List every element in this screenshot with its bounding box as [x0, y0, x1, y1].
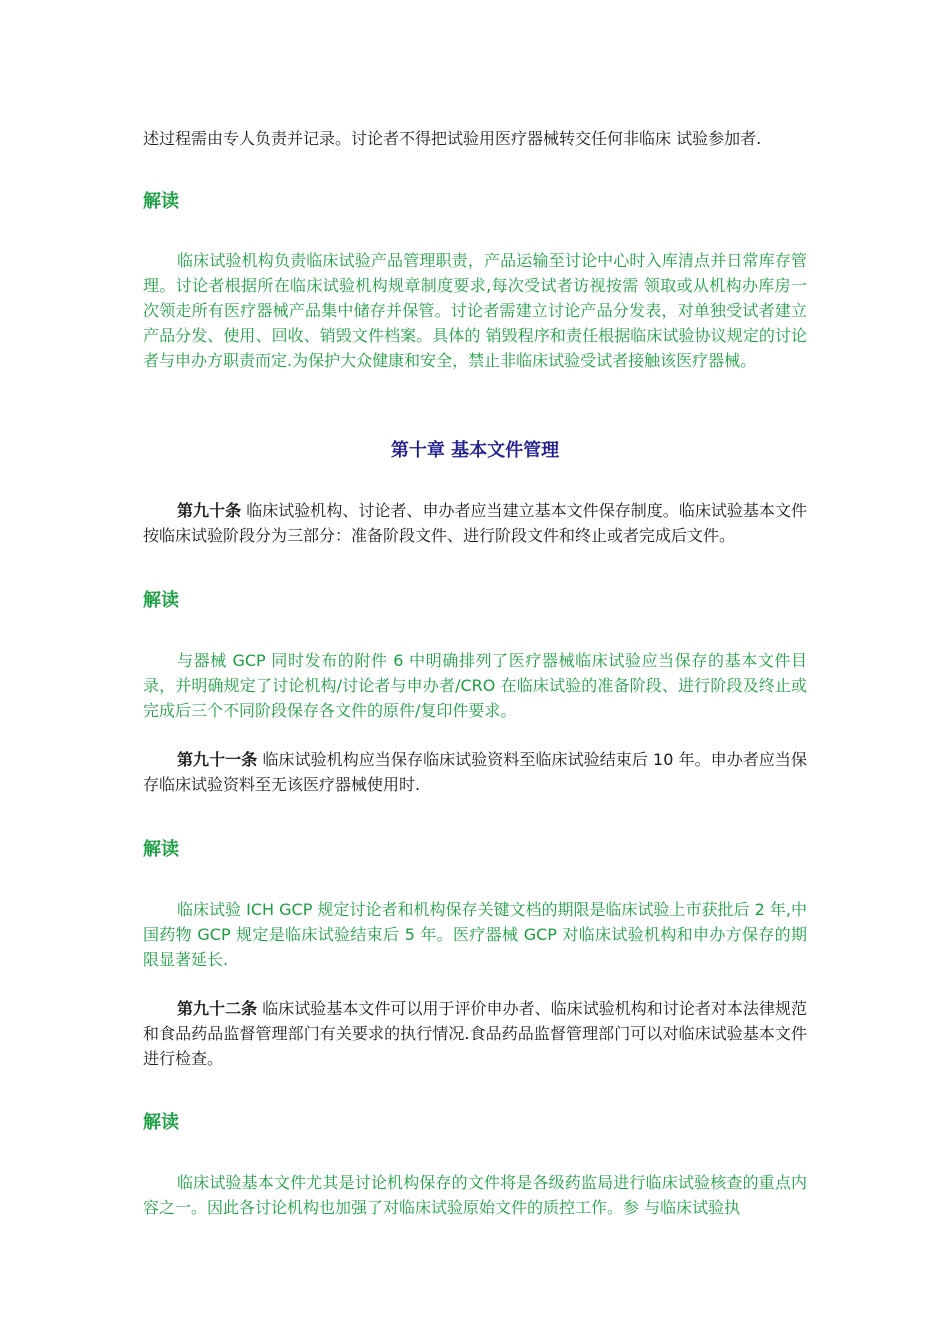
interpretation-heading-3: 解读 [143, 839, 179, 860]
interpretation-heading-4: 解读 [143, 1112, 179, 1133]
article-91-label: 第九十一条 [177, 750, 258, 769]
article-92-text: 临床试验基本文件可以用于评价申办者、临床试验机构和讨论者对本法律规范和食品药品监督管理部门有关要求的执行情况.食品药品监督管理部门可以对临床试验基本文件进行检查。 [143, 999, 807, 1068]
intro-paragraph: 述过程需由专人负责并记录。讨论者不得把试验用医疗器械转交任何非临床 试验参加者. [143, 129, 762, 148]
article-92-label: 第九十二条 [177, 999, 258, 1018]
article-92 [143, 996, 807, 1071]
article-90-label: 第九十条 [177, 501, 242, 520]
chapter-title: 第十章 基本文件管理 [390, 440, 560, 461]
article-90-text: 临床试验机构、讨论者、申办者应当建立基本文件保存制度。临床试验基本文件按临床试验阶段分为三部分：准备阶段文件、进行阶段文件和终止或者完成后文件。 [143, 501, 807, 545]
interpretation-paragraph-1: 临床试验机构负责临床试验产品管理职责，产品运输至讨论中心时入库清点并日常库存管理。讨论者根据所在临床试验机构规章制度要求,每次受试者访视按需 领取或从机构办库房一次领走所有医疗器械产品集中储存并保管。讨论者需建立讨论产品分发表，对单独受试者建立产品分发、使用、回收、销毁文件档案。具体的 销毁程序和责任根据临床试验协议规定的讨论者与申办方职责而定.为保护大众健康和安全，禁止非临床试验受试者接触该医疗器械。 [143, 251, 807, 370]
interpretation-paragraph-4: 临床试验基本文件尤其是讨论机构保存的文件将是各级药监局进行临床试验核查的重点内容之一。因此各讨论机构也加强了对临床试验原始文件的质控工作。参 与临床试验执 [143, 1173, 807, 1217]
interpretation-heading-2: 解读 [143, 590, 179, 611]
interpretation-paragraph-2: 与器械 GCP 同时发布的附件 6 中明确排列了医疗器械临床试验应当保存的基本文件目录，并明确规定了讨论机构/讨论者与申办者/CRO 在临床试验的准备阶段、进行阶段及终止或完成后三个不同阶段保存各文件的原件/复印件要求。 [143, 651, 807, 720]
article-91-text: 临床试验机构应当保存临床试验资料至临床试验结束后 10 年。申办者应当保存临床试验资料至无该医疗器械使用时. [143, 750, 807, 794]
article-91 [143, 747, 807, 797]
article-90 [143, 498, 807, 548]
interpretation-paragraph-3: 临床试验 ICH GCP 规定讨论者和机构保存关键文档的期限是临床试验上市获批后 2 年,中国药物 GCP 规定是临床试验结束后 5 年。医疗器械 GCP 对临床试验机构和申办方保存的期限显著延长. [143, 900, 807, 969]
interpretation-heading-1: 解读 [143, 191, 179, 212]
